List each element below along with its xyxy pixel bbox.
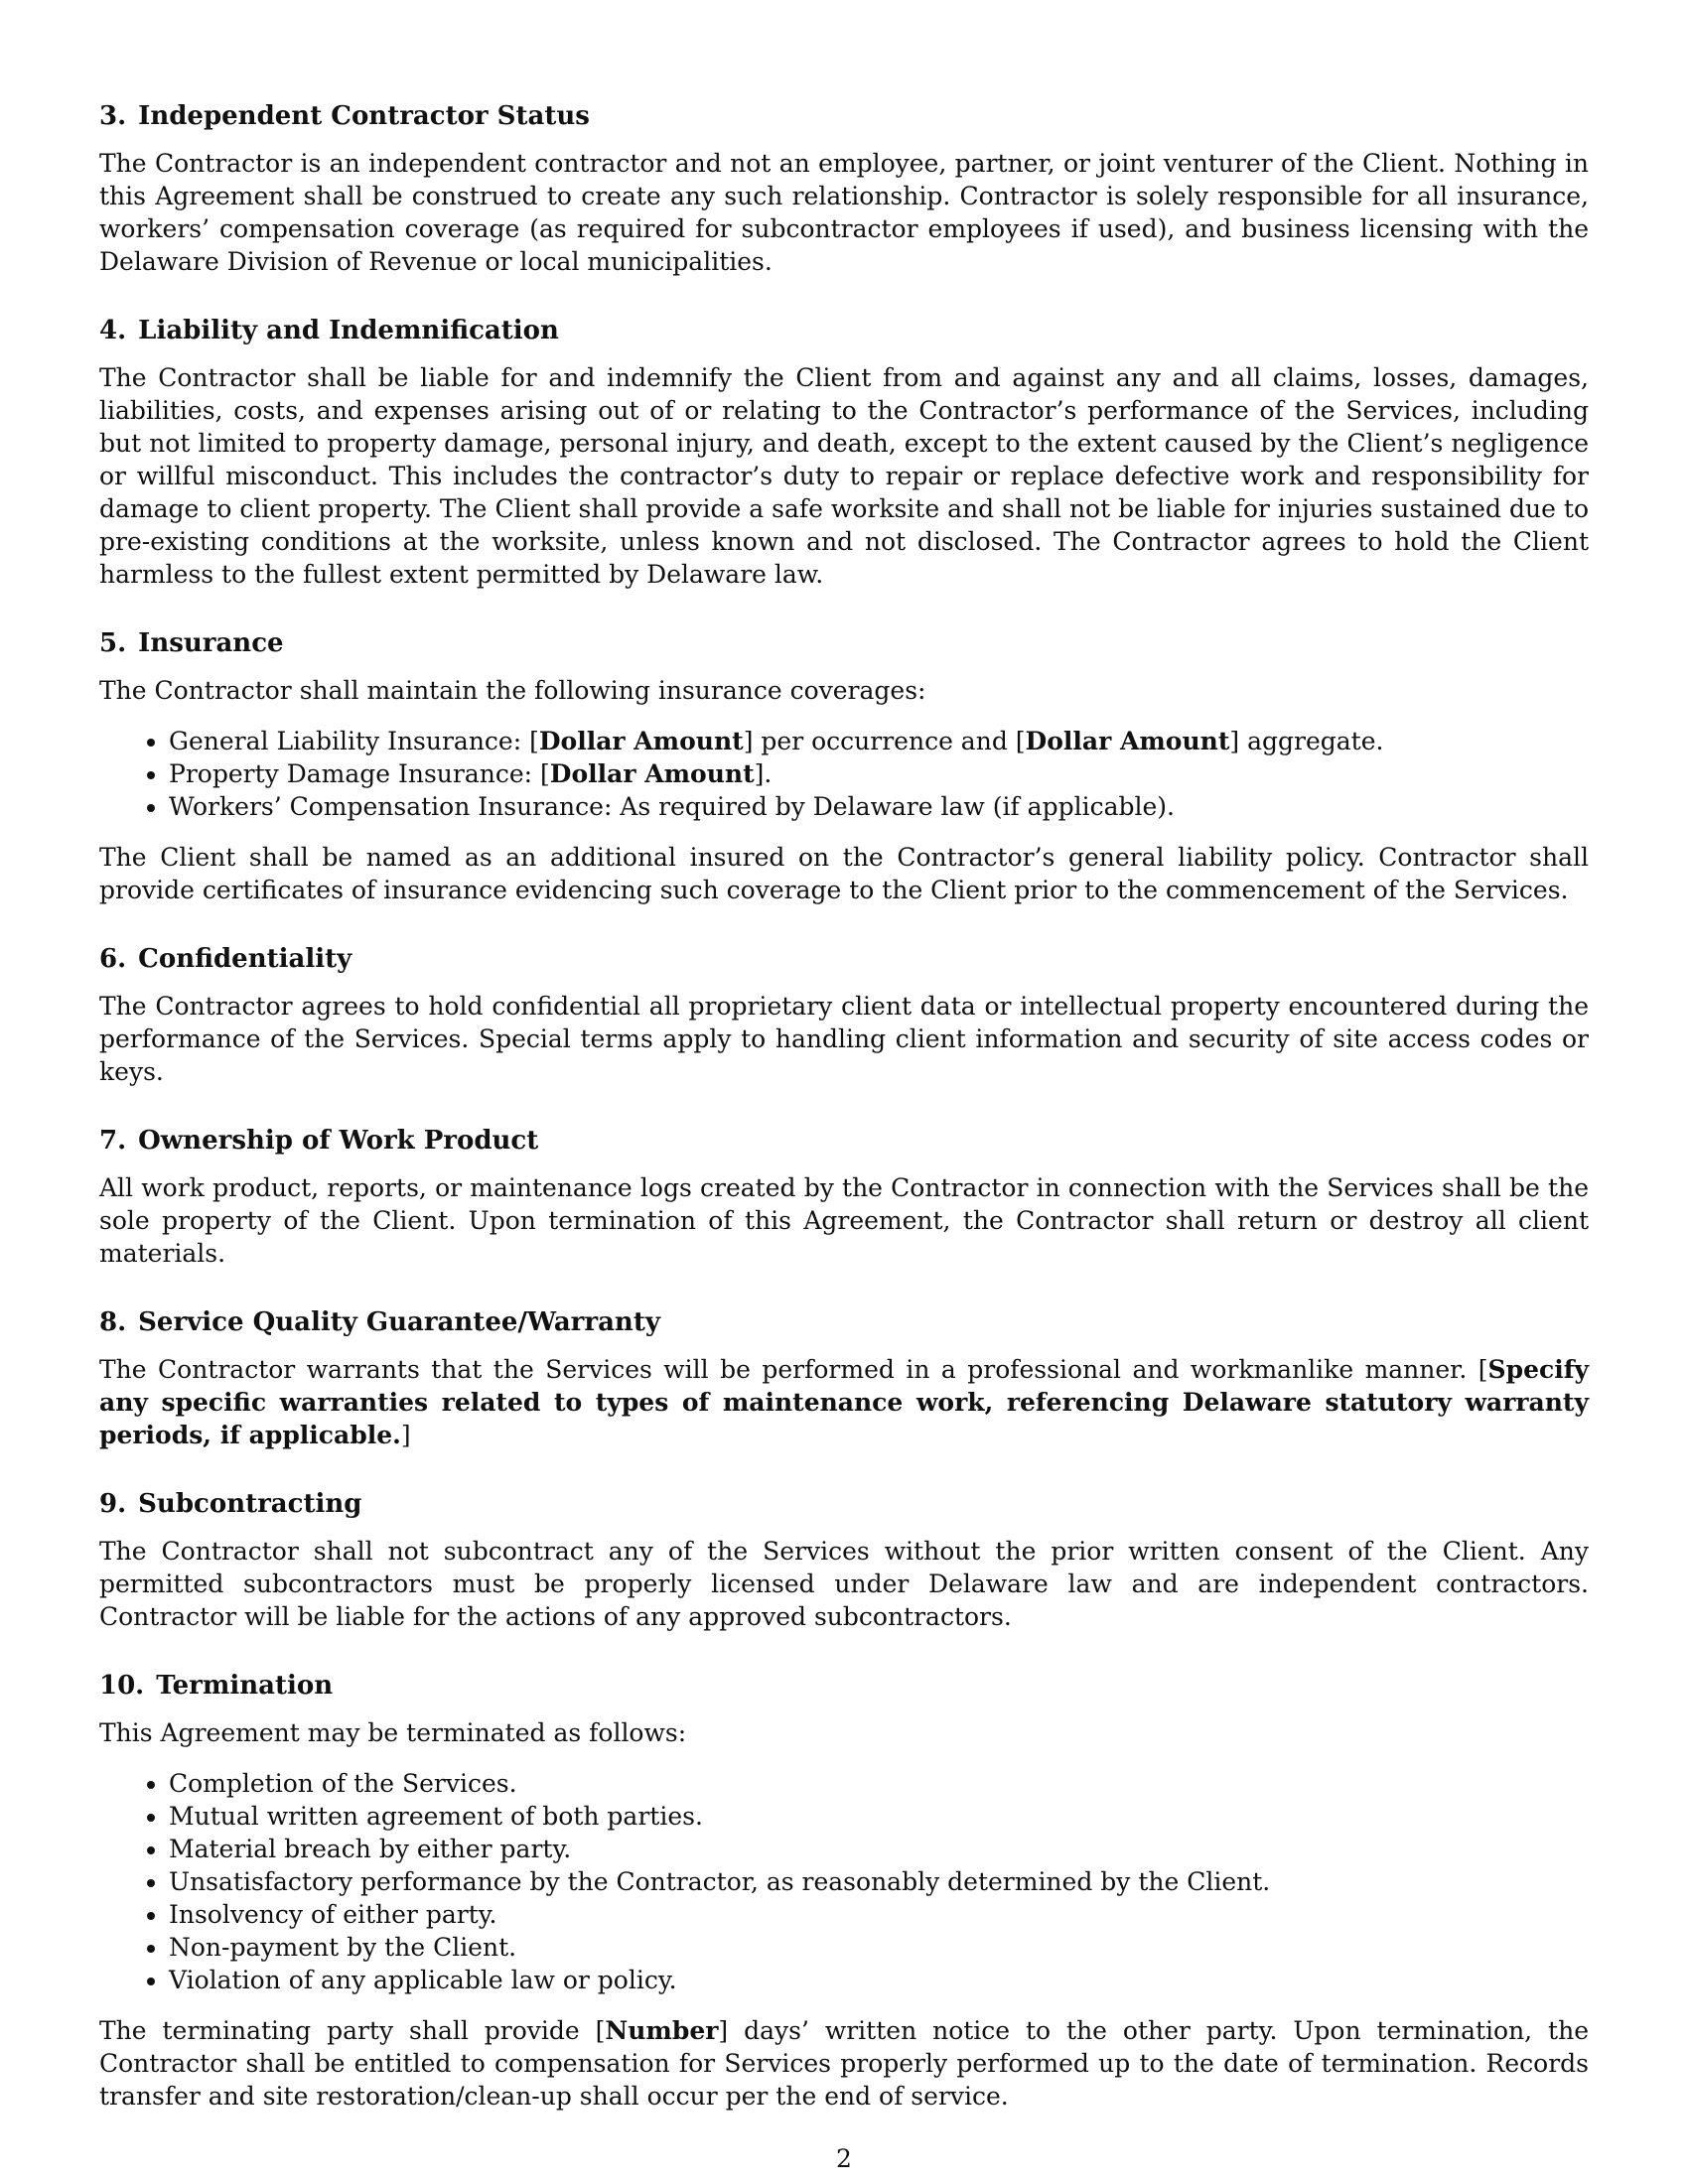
section-number: 7.: [99, 1126, 127, 1156]
section-heading: [99, 1124, 1589, 1158]
placeholder-dollar-amount: Dollar Amount: [1025, 727, 1230, 755]
section-title: Independent Contractor Status: [138, 101, 590, 131]
list-item-general-liability: [169, 725, 1589, 757]
section-heading: [99, 99, 1589, 133]
list-item: • Completion of the Services.: [169, 1767, 1589, 1800]
section-intro: The Contractor shall maintain the following insurance coverages:: [99, 676, 926, 705]
section-paragraph: [99, 2014, 1589, 2113]
list-item: • Material breach by either party.: [169, 1833, 1589, 1865]
section-independent-contractor-status: [99, 99, 1589, 278]
section-service-quality-warranty: [99, 1305, 1589, 1451]
section-number: 4.: [99, 316, 127, 345]
section-paragraph: The Contractor agrees to hold confidential all proprietary client data or intellectual property encountered during the performance of the Services. Special terms apply to handling client information and security of site access codes or keys.: [99, 992, 1589, 1086]
section-insurance: [99, 626, 1589, 906]
list-item: • Unsatisfactory performance by the Contractor, as reasonably determined by the Client.: [169, 1865, 1589, 1898]
section-title: Termination: [156, 1671, 334, 1701]
placeholder-dollar-amount: Dollar Amount: [538, 727, 744, 755]
section-number: 10.: [99, 1671, 145, 1701]
termination-list: [99, 1767, 1589, 1996]
section-number: 3.: [99, 101, 127, 131]
section-title: Insurance: [138, 628, 284, 658]
placeholder-number: Number: [605, 2016, 719, 2045]
page-number: 2: [836, 2144, 852, 2173]
section-heading: [99, 1669, 1589, 1703]
section-heading: [99, 1305, 1589, 1339]
section-ownership-of-work-product: [99, 1124, 1589, 1270]
section-liability-and-indemnification: [99, 314, 1589, 591]
section-paragraph: [99, 1353, 1589, 1451]
section-heading: [99, 626, 1589, 660]
list-item-property-damage: [169, 757, 1589, 790]
paragraph-text: The terminating party shall provide [: [99, 2016, 606, 2045]
section-paragraph: The Contractor shall not subcontract any of the Services without the prior written consent of the Client. Any permitted subcontractors must be properly licensed under Delaware law and are independent contractors. Contractor will be liable for the actions of any approved subcontractors.: [99, 1537, 1589, 1631]
section-paragraph: The Contractor shall be liable for and indemnify the Client from and against any and all claims, losses, damages, liabilities, costs, and expenses arising out of or relating to the Contractor’s performance of the Services, including but not limited to property damage, personal injury, and death, except to the extent caused by the Client’s negligence or willful misconduct. This includes the contractor’s duty to repair or replace defective work and responsibility for damage to client property. The Client shall provide a safe worksite and shall not be liable for injuries sustained due to pre-existing conditions at the worksite, unless known and not disclosed. The Contractor agrees to hold the Client harmless to the fullest extent permitted by Delaware law.: [99, 363, 1589, 589]
list-item: • Non-payment by the Client.: [169, 1931, 1589, 1964]
section-termination: [99, 1669, 1589, 2113]
document-page: [99, 99, 1589, 2148]
section-heading: [99, 942, 1589, 976]
section-heading: [99, 1487, 1589, 1521]
section-number: 5.: [99, 628, 127, 658]
placeholder-dollar-amount: Dollar Amount: [549, 759, 755, 788]
section-title: Ownership of Work Product: [138, 1126, 539, 1156]
list-item-workers-compensation: • Workers’ Compensation Insurance: As required by Delaware law (if applicable).: [169, 790, 1589, 823]
section-title: Subcontracting: [138, 1489, 362, 1519]
list-text: General Liability Insurance: [: [169, 727, 539, 755]
section-title: Service Quality Guarantee/Warranty: [138, 1307, 660, 1337]
paragraph-text: ]: [400, 1421, 411, 1449]
list-item: • Insolvency of either party.: [169, 1898, 1589, 1931]
section-number: 6.: [99, 944, 127, 974]
list-item: • Violation of any applicable law or policy.: [169, 1964, 1589, 1996]
list-text: ].: [754, 759, 773, 788]
placeholder-warranty-terms: Specify any specific warranties related to types of maintenance work, referencing Delaware statutory warranty periods, if applicable.: [99, 1355, 1589, 1449]
section-heading: [99, 314, 1589, 347]
list-text: ] per occurrence and [: [743, 727, 1026, 755]
insurance-list: [99, 725, 1589, 823]
section-number: 9.: [99, 1489, 127, 1519]
section-title: Confidentiality: [138, 944, 352, 974]
section-paragraph: The Client shall be named as an additional insured on the Contractor’s general liability policy. Contractor shall provide certificates of insurance evidencing such coverage to the Client prior to the commencement of the Services.: [99, 843, 1589, 904]
section-title: Liability and Indemnification: [138, 316, 559, 345]
paragraph-text: ] days’ written notice to the other party. Upon termination, the Contractor shall be entitled to compensation for Services properly performed up to the date of termination. Records transfer and site restoration/clean-up shall occur per the end of service.: [99, 2016, 1589, 2111]
section-paragraph: All work product, reports, or maintenance logs created by the Contractor in connection with the Services shall be the sole property of the Client. Upon termination of this Agreement, the Contractor shall return or destroy all client materials.: [99, 1173, 1589, 1268]
section-paragraph: The Contractor is an independent contractor and not an employee, partner, or joint venturer of the Client. Nothing in this Agreement shall be construed to create any such relationship. Contractor is solely responsible for all insurance, workers’ compensation coverage (as required for subcontractor employees if used), and business licensing with the Delaware Division of Revenue or local municipalities.: [99, 149, 1589, 276]
section-subcontracting: [99, 1487, 1589, 1633]
list-text: Property Damage Insurance: [: [169, 759, 550, 788]
list-item: • Mutual written agreement of both parties.: [169, 1800, 1589, 1833]
section-number: 8.: [99, 1307, 127, 1337]
section-intro: This Agreement may be terminated as follows:: [99, 1718, 687, 1747]
list-text: ] aggregate.: [1229, 727, 1384, 755]
paragraph-text: The Contractor warrants that the Services will be performed in a professional and workmanlike manner. [: [99, 1355, 1488, 1384]
section-confidentiality: [99, 942, 1589, 1088]
